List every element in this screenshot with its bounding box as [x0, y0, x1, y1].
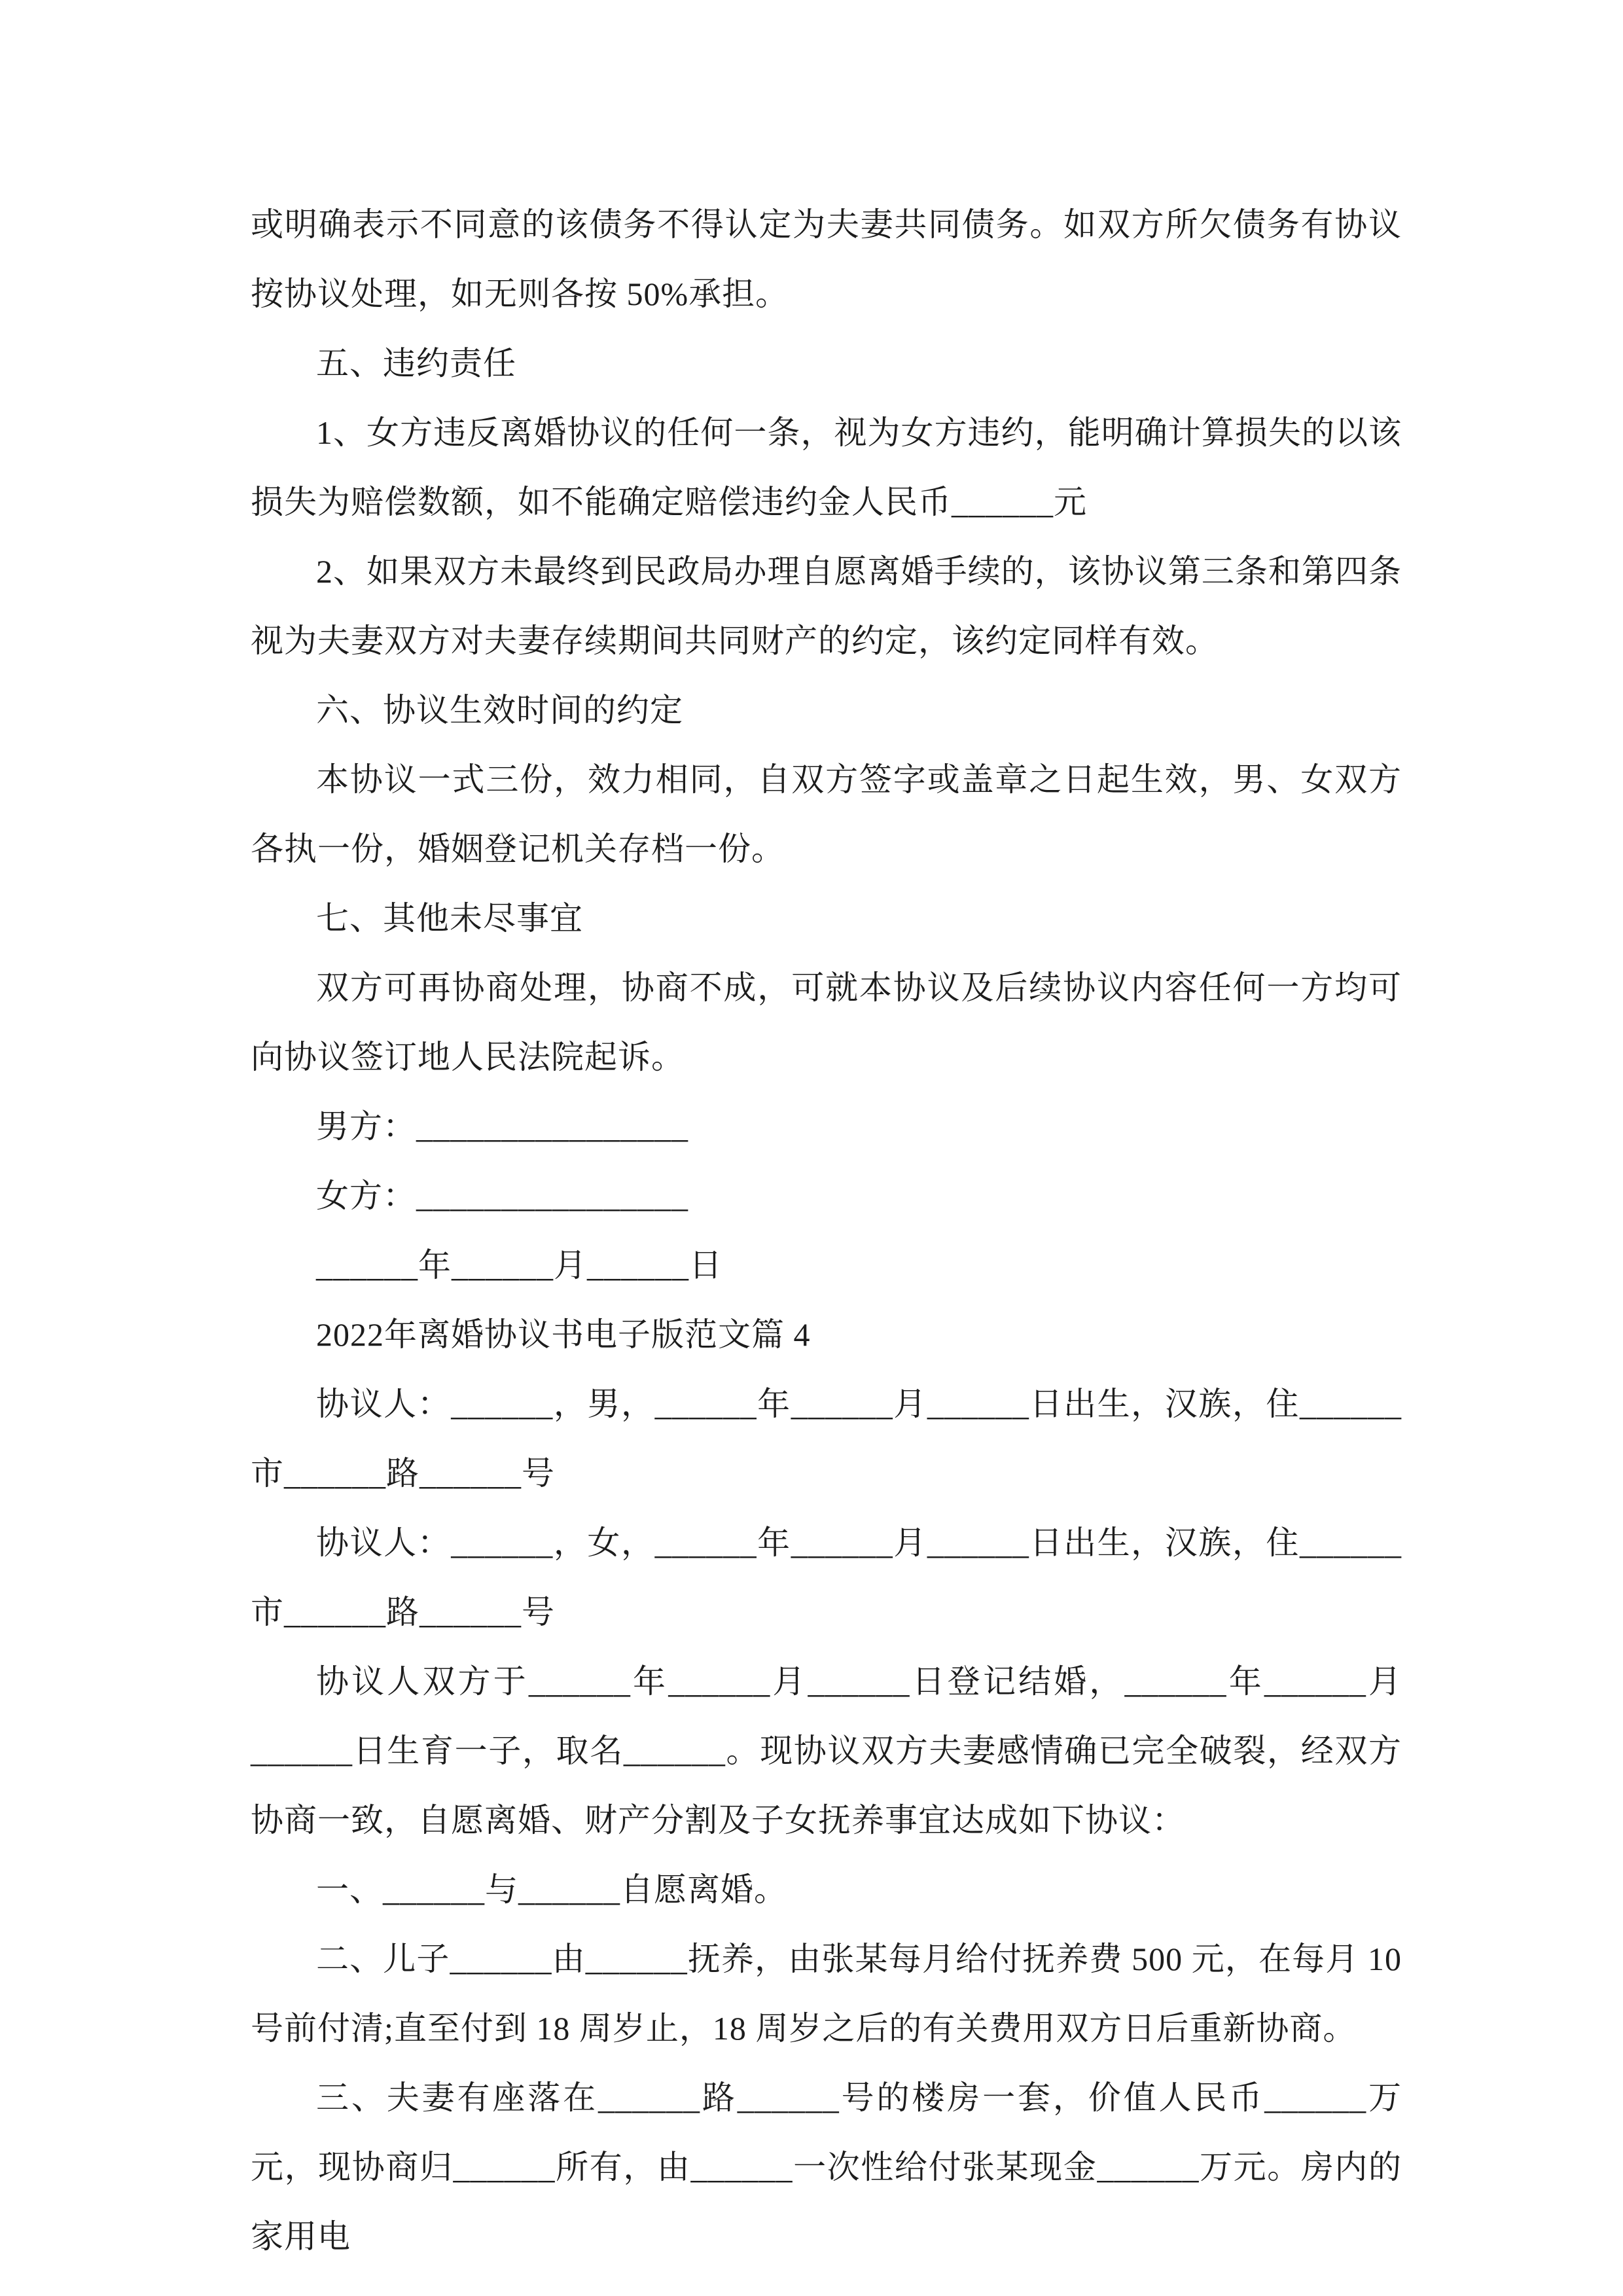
- signature-line-male: 男方：________________: [316, 1108, 688, 1145]
- section-heading-six: 六、协议生效时间的约定: [316, 692, 683, 728]
- signature-line-female: 女方：________________: [316, 1177, 688, 1214]
- party-line-female: 协议人：______，女，______年______月______日出生，汉族，住______市______路______号: [251, 1524, 1402, 1630]
- clause-5-2: 2、如果双方未最终到民政局办理自愿离婚手续的，该协议第三条和第四条视为夫妻双方对夫妻存续期间共同财产的约定，该约定同样有效。: [251, 553, 1402, 659]
- section-heading-seven: 七、其他未尽事宜: [316, 900, 583, 937]
- clause-6-body: 本协议一式三份，效力相同，自双方签字或盖章之日起生效，男、女双方各执一份，婚姻登记机关存档一份。: [251, 761, 1402, 867]
- document-content: [251, 190, 1402, 2271]
- paragraph-continuation: 或明确表示不同意的该债务不得认定为夫妻共同债务。如双方所欠债务有协议按协议处理，如无则各按 50%承担。: [251, 206, 1402, 312]
- marriage-registration-clause: 协议人双方于______年______月______日登记结婚，______年______月______日生育一子，取名______。现协议双方夫妻感情确已完全破裂，经双方协商一致，自愿离婚、财产分割及子女抚养事宜达成如下协议：: [251, 1663, 1402, 1839]
- clause-two: 二、儿子______由______抚养，由张某每月给付抚养费 500 元，在每月 10 号前付清;直至付到 18 周岁止，18 周岁之后的有关费用双方日后重新协商。: [251, 1941, 1402, 2047]
- clause-5-1: 1、女方违反离婚协议的任何一条，视为女方违约，能明确计算损失的以该损失为赔偿数额，如不能确定赔偿违约金人民币______元: [251, 414, 1402, 520]
- clause-one: 一、______与______自愿离婚。: [316, 1871, 787, 1908]
- article-title: 2022年离婚协议书电子版范文篇 4: [316, 1316, 811, 1353]
- clause-three: 三、夫妻有座落在______路______号的楼房一套，价值人民币______万元，现协商归______所有，由______一次性给付张某现金______万元。房内的家用电: [251, 2079, 1402, 2255]
- date-line: ______年______月______日: [316, 1247, 722, 1283]
- clause-7-body: 双方可再协商处理，协商不成，可就本协议及后续协议内容任何一方均可向协议签订地人民法院起诉。: [251, 969, 1402, 1075]
- party-line-male: 协议人：______，男，______年______月______日出生，汉族，住______市______路______号: [251, 1386, 1402, 1492]
- section-heading-five: 五、违约责任: [316, 345, 516, 382]
